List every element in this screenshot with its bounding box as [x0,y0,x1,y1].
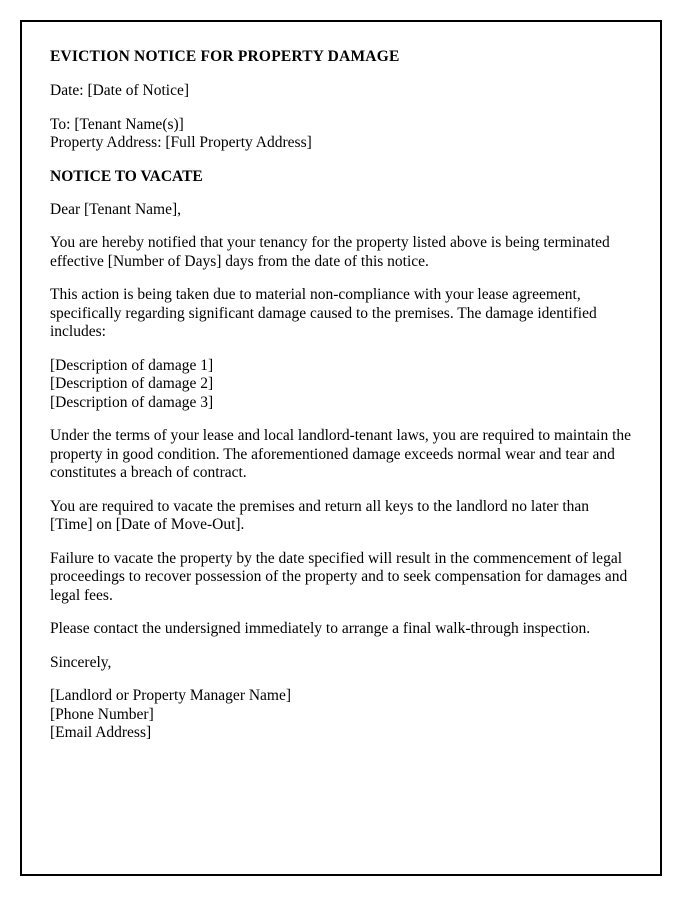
damage-item: [Description of damage 3] [50,393,214,411]
termination-paragraph: You are hereby notified that your tenancy for the property listed above is being terminated effective [Number of Days] days from the date of this notice. [50,234,610,270]
property-address-line: Property Address: [Full Property Address] [50,134,312,151]
recipient-block [50,116,632,153]
signature-phone-line: [Phone Number] [50,705,154,723]
damage-item: [Description of damage 1] [50,356,214,374]
salutation: Dear [Tenant Name], [50,200,182,218]
failure-consequences-paragraph: Failure to vacate the property by the date specified will result in the commencement of legal proceedings to recover possession of the property and to seek compensation for damages and legal fees. [50,549,628,604]
notice-to-vacate-heading: NOTICE TO VACATE [50,167,203,185]
to-line: To: [Tenant Name(s)] [50,115,184,133]
closing-line: Sincerely, [50,653,112,671]
signature-block [50,687,632,743]
damage-list [50,357,632,413]
date-line: Date: [Date of Notice] [50,82,190,99]
reason-paragraph: This action is being taken due to material non-compliance with your lease agreement, specifically regarding significant damage caused to the premises. The damage identified includes: [50,286,597,340]
document-title: EVICTION NOTICE FOR PROPERTY DAMAGE [50,48,400,65]
signature-email-line: [Email Address] [50,724,152,741]
signature-name-line: [Landlord or Property Manager Name] [50,687,292,704]
contact-paragraph: Please contact the undersigned immediately to arrange a final walk-through inspection. [50,620,591,637]
vacate-deadline-paragraph: You are required to vacate the premises and return all keys to the landlord no later than [Time] on [Date of Move-Out]. [50,497,590,533]
letter-page [20,20,662,876]
lease-terms-paragraph: Under the terms of your lease and local landlord-tenant laws, you are required to maintain the property in good condition. The aforementioned damage exceeds normal wear and tear and constitutes a breach of contract. [50,427,632,481]
damage-item: [Description of damage 2] [50,375,214,392]
